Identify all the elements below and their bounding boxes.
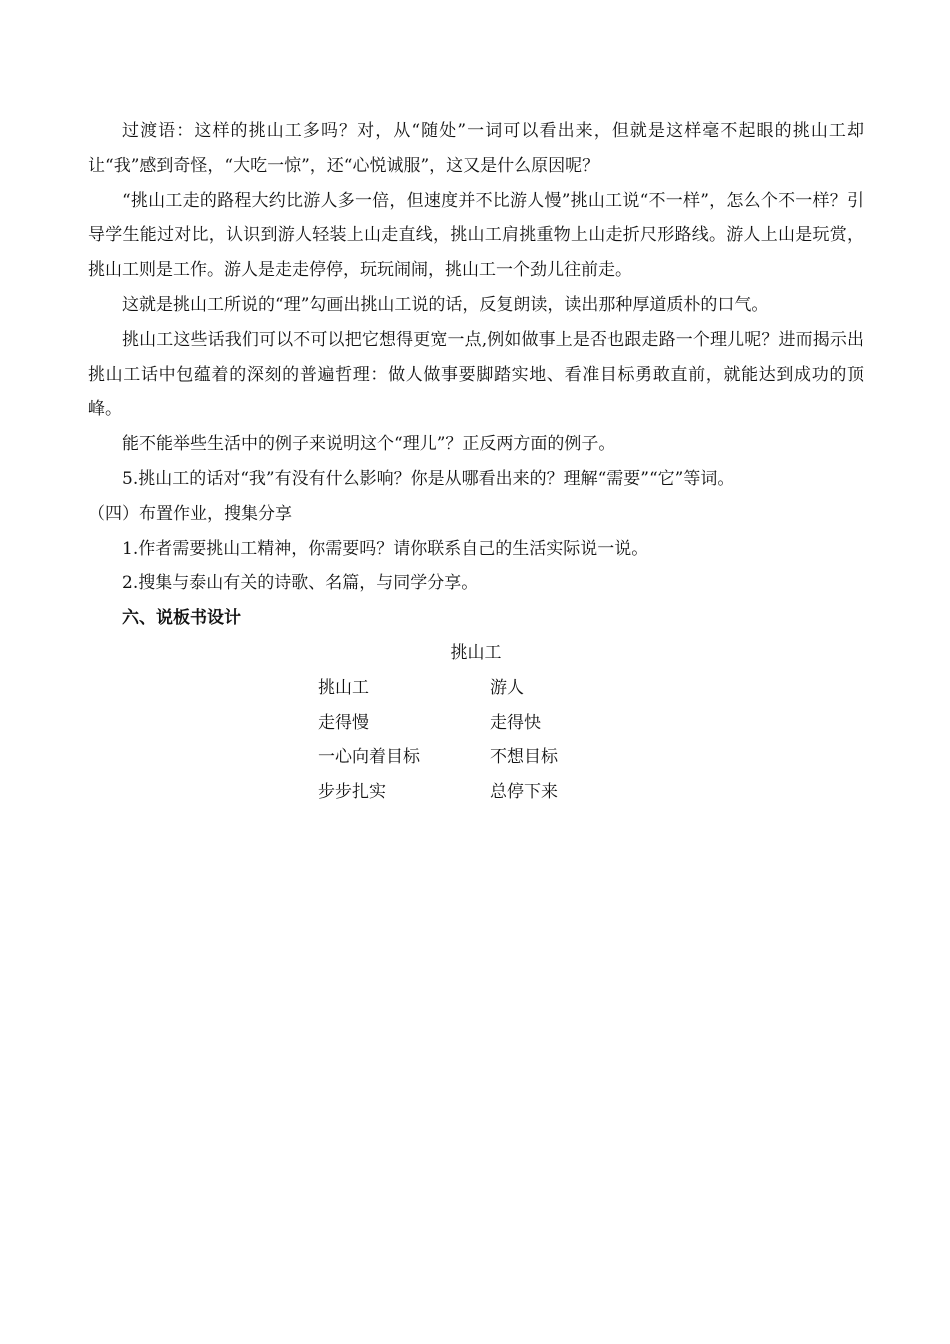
paragraph-homework-heading: （四）布置作业，搜集分享: [88, 503, 292, 524]
board-row: [88, 706, 864, 741]
paragraph-examples: 能不能举些生活中的例子来说明这个“理儿”？正反两方面的例子。: [122, 434, 616, 455]
board-right-cell: 总停下来: [490, 782, 558, 803]
board-row: [88, 775, 864, 810]
board-left-cell: 一心向着目标: [318, 747, 420, 768]
blackboard-design: [88, 636, 864, 812]
board-right-cell: 不想目标: [490, 747, 558, 768]
paragraph-comparison: “挑山工走的路程大约比游人多一倍，但速度并不比游人慢”挑山工说“不一样”，怎么个不一样？引导学生能过对比，认识到游人轻装上山走直线，挑山工肩挑重物上山走折尺形路线。游人上山是玩赏，挑山工则是工作。游人是走走停停，玩玩闹闹，挑山工一个劲儿往前走。: [88, 190, 864, 281]
paragraph-homework-2: 2.搜集与泰山有关的诗歌、名篇，与同学分享。: [122, 573, 479, 594]
board-left-cell: 走得慢: [318, 712, 369, 733]
paragraph-homework-1: 1.作者需要挑山工精神，你需要吗？请你联系自己的生活实际说一说。: [122, 538, 649, 559]
document-page: [88, 114, 864, 812]
board-row: [88, 740, 864, 775]
board-left-cell: 步步扎实: [318, 782, 386, 803]
paragraph-philosophy: 挑山工这些话我们可以不可以把它想得更宽一点,例如做事上是否也跟走路一个理儿呢？进而揭示出挑山工话中包蕴着的深刻的普遍哲理：做人做事要脚踏实地、看准目标勇敢直前，就能达到成功的顶峰。: [88, 329, 864, 420]
board-right-cell: 游人: [490, 677, 524, 698]
board-right-cell: 走得快: [490, 712, 541, 733]
board-row: [88, 671, 864, 706]
board-left-cell: 挑山工: [318, 677, 369, 698]
paragraph-transition: 过渡语：这样的挑山工多吗？对，从“随处”一词可以看出来，但就是这样毫不起眼的挑山工却让“我”感到奇怪，“大吃一惊”，还“心悦诚服”，这又是什么原因呢？: [88, 121, 864, 176]
paragraph-reason: 这就是挑山工所说的“理”勾画出挑山工说的话，反复朗读，读出那种厚道质朴的口气。: [122, 294, 769, 315]
board-title: 挑山工: [450, 642, 502, 663]
paragraph-question-5: 5.挑山工的话对“我”有没有什么影响？你是从哪看出来的？理解“需要”“它”等词。: [122, 468, 735, 489]
section-heading: 六、说板书设计: [122, 608, 241, 629]
